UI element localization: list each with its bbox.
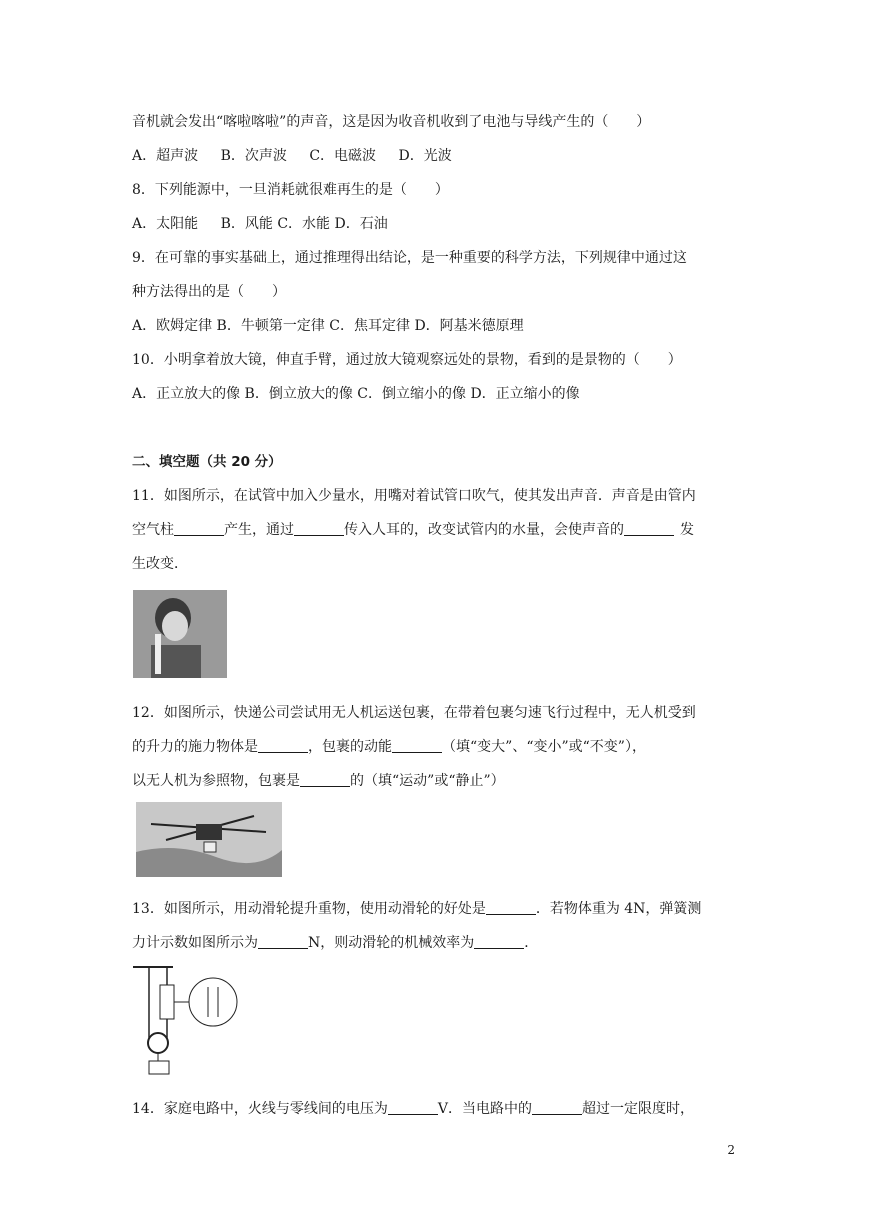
option: C．水能 xyxy=(277,216,331,232)
question-8: 8．下列能源中，一旦消耗就很难再生的是（ ） xyxy=(132,182,449,198)
question-11-end: 生改变． xyxy=(132,556,188,572)
question-9: 9．在可靠的事实基础上，通过推理得出结论，是一种重要的科学方法，下列规律中通过这 xyxy=(132,250,687,266)
section-heading: 二、填空题（共 20 分） xyxy=(132,454,282,470)
drone-photo xyxy=(136,802,282,877)
question-9-cont: 种方法得出的是（ ） xyxy=(132,284,286,300)
text: ，包裹的动能 xyxy=(308,739,392,755)
question-12-blanks xyxy=(132,738,646,756)
options-q9: A．欧姆定律 B．牛顿第一定律 C．焦耳定律 D．阿基米德原理 xyxy=(132,318,524,334)
text: 传入人耳的，改变试管内的水量，会使声音的 xyxy=(344,522,624,538)
girl-blowing-test-tube-photo xyxy=(133,590,227,678)
text: 13．如图所示，用动滑轮提升重物，使用动滑轮的好处是 xyxy=(132,901,486,917)
text: 以无人机为参照物，包裹是 xyxy=(132,773,300,789)
text: 空气柱 xyxy=(132,522,174,538)
option: B．次声波 xyxy=(220,148,287,164)
options-q7 xyxy=(132,147,452,165)
question-11: 11．如图所示，在试管中加入少量水，用嘴对着试管口吹气，使其发出声音．声音是由管内 xyxy=(132,488,696,504)
text: 产生，通过 xyxy=(224,522,294,538)
answer-blank[interactable] xyxy=(392,738,442,753)
text: N，则动滑轮的机械效率为 xyxy=(308,935,475,951)
option: A．超声波 xyxy=(132,148,199,164)
answer-blank[interactable] xyxy=(300,772,350,787)
option: C．电磁波 xyxy=(309,148,377,164)
text: （填“变大”、“变小”或“不变”）， xyxy=(442,739,646,755)
text: 超过一定限度时， xyxy=(581,1101,694,1117)
text: 发 xyxy=(680,522,694,538)
page-number: 2 xyxy=(727,1143,735,1157)
answer-blank[interactable] xyxy=(174,521,224,536)
text: ． xyxy=(524,935,539,951)
answer-blank[interactable] xyxy=(388,1100,438,1115)
option: B．风能 xyxy=(220,216,273,232)
option: D．石油 xyxy=(334,216,388,232)
answer-blank[interactable] xyxy=(474,934,524,949)
text: 的升力的施力物体是 xyxy=(132,739,258,755)
text: 14．家庭电路中，火线与零线间的电压为 xyxy=(132,1101,388,1117)
answer-blank[interactable] xyxy=(294,521,344,536)
option: A．太阳能 xyxy=(132,216,199,232)
question-11-blanks xyxy=(132,521,694,539)
question-12: 12．如图所示，快递公司尝试用无人机运送包裹，在带着包裹匀速飞行过程中，无人机受到 xyxy=(132,705,696,721)
text: V．当电路中的 xyxy=(437,1101,532,1117)
question-13-blanks xyxy=(132,934,538,952)
pulley-spring-scale-diagram xyxy=(133,965,243,1075)
options-q8 xyxy=(132,215,388,233)
question-10: 10．小明拿着放大镜，伸直手臂，通过放大镜观察远处的景物，看到的是景物的（ ） xyxy=(132,352,682,368)
question-12-end xyxy=(132,772,505,790)
text: ．若物体重为 4N，弹簧测 xyxy=(535,901,702,917)
answer-blank[interactable] xyxy=(258,738,308,753)
line-q7-end: 音机就会发出“喀啦喀啦”的声音，这是因为收音机收到了电池与导线产生的（ ） xyxy=(132,114,651,130)
answer-blank[interactable] xyxy=(624,521,674,536)
answer-blank[interactable] xyxy=(532,1100,582,1115)
answer-blank[interactable] xyxy=(258,934,308,949)
options-q10: A．正立放大的像 B．倒立放大的像 C．倒立缩小的像 D．正立缩小的像 xyxy=(132,386,580,402)
option: D．光波 xyxy=(398,148,452,164)
question-13 xyxy=(132,900,701,918)
answer-blank[interactable] xyxy=(486,900,536,915)
question-14 xyxy=(132,1100,694,1118)
text: 力计示数如图所示为 xyxy=(132,935,258,951)
text: 的（填“运动”或“静止”） xyxy=(350,773,505,789)
